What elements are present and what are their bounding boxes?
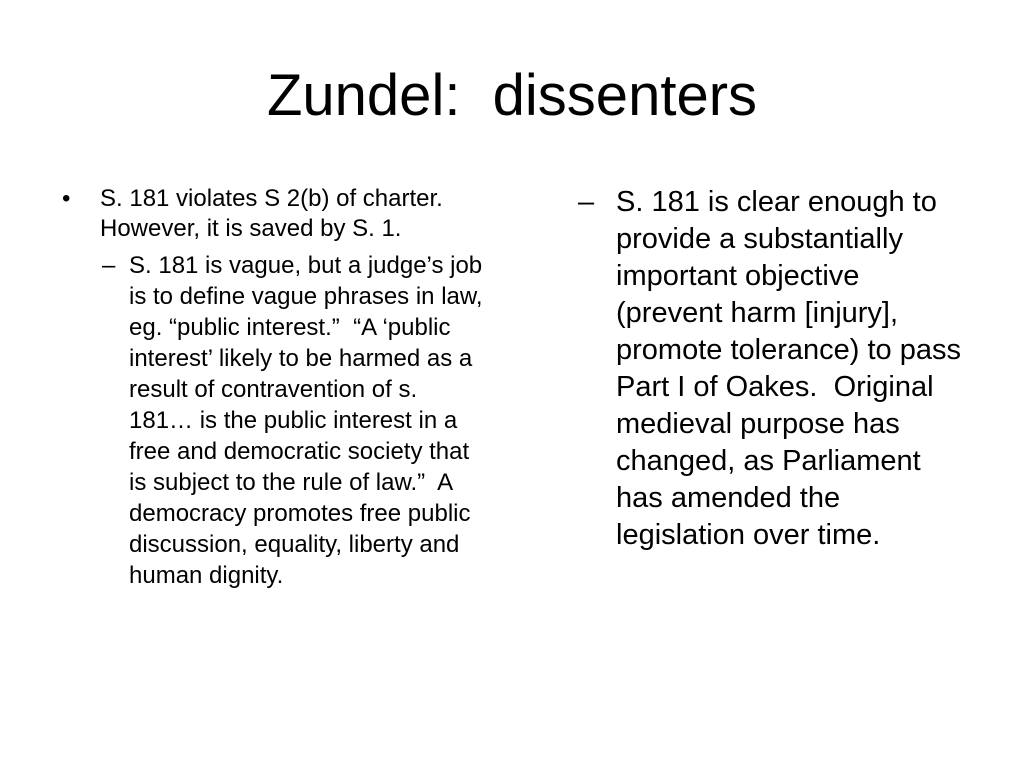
right-bullet-text: S. 181 is clear enough to provide a substantially important objective (prevent harm [injury], promote tolerance) to pass Part I of Oakes. Original medieval purpose has changed, as Parliament has amended the legislation over time. bbox=[616, 186, 970, 551]
right-bullet-marker: – bbox=[578, 186, 595, 218]
bullet-marker: • bbox=[62, 185, 71, 212]
sub-bullet-item bbox=[56, 250, 496, 591]
left-column bbox=[56, 184, 496, 591]
sub-bullet-marker: – bbox=[102, 252, 116, 279]
bullet-text: S. 181 violates S 2(b) of charter. However, it is saved by S. 1. bbox=[100, 185, 457, 242]
slide-title: Zundel: dissenters bbox=[266, 63, 758, 128]
sub-bullet-text: S. 181 is vague, but a judge’s job is to define vague phrases in law, eg. “public interest.” “A ‘public interest’ likely to be harmed as a result of contravention of s. 181… is the public interest in a free and democratic society that is subject to the rule of law.” A democracy promotes free public discussion, equality, liberty and human dignity. bbox=[129, 252, 490, 589]
bullet-item bbox=[56, 184, 496, 244]
right-column bbox=[576, 184, 976, 554]
